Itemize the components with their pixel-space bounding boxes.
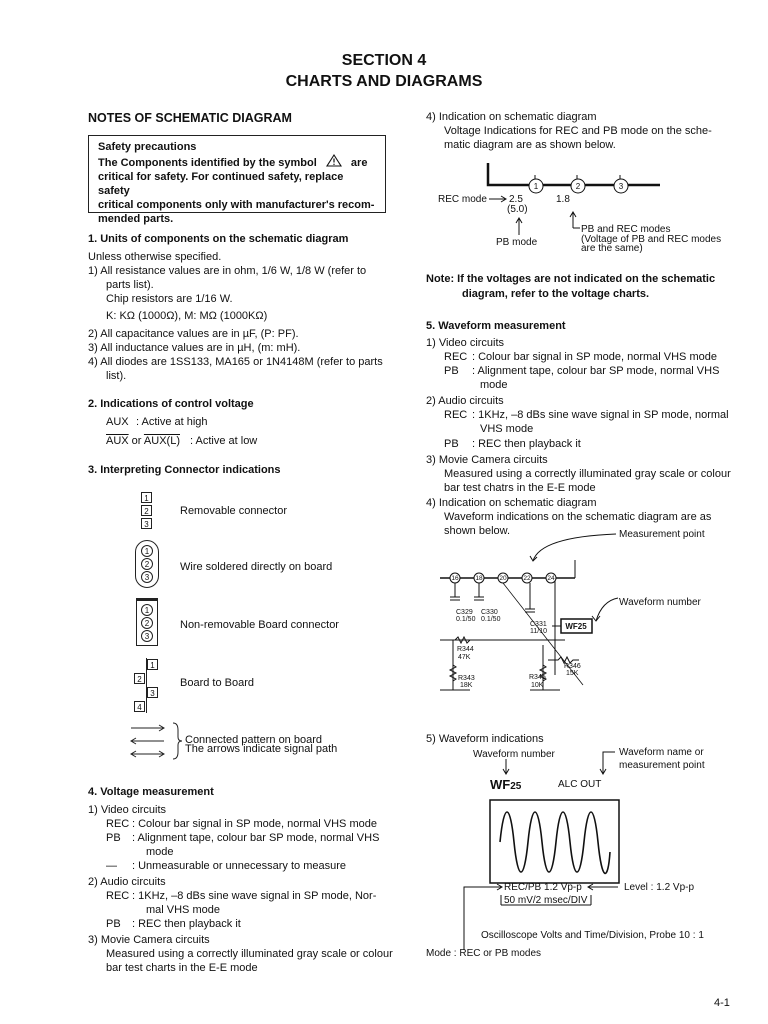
aux-label: AUX	[106, 416, 129, 428]
units-item2: 2) All capacitance values are in µF, (P: PF).	[88, 328, 299, 340]
wire-pin: 1	[141, 545, 153, 557]
indication-heading: 4) Indication on schematic diagram	[426, 111, 597, 123]
nonremovable-pin: 1	[141, 604, 153, 616]
pin-24: 24	[547, 575, 555, 582]
voltage-camera-a: Measured using a correctly illuminated gray scale or colour	[106, 948, 393, 960]
r344-label: R344	[457, 646, 474, 653]
wf-sub-label: 25	[510, 781, 522, 792]
value-5-0: (5.0)	[507, 204, 528, 215]
c331-label: C331	[530, 621, 547, 628]
safety-line1b: are	[350, 157, 368, 169]
note-line1: Note: If the voltages are not indicated on the schematic	[426, 273, 716, 285]
pin-22: 22	[523, 575, 531, 582]
units-item1d: K: KΩ (1000Ω), M: MΩ (1000KΩ)	[106, 310, 268, 322]
signal-arrows-icon	[128, 721, 188, 761]
r343-label: R343	[458, 675, 475, 682]
warning-triangle-icon	[326, 154, 342, 167]
level-label: Level : 1.2 Vp-p	[624, 882, 695, 893]
section-number: SECTION 4	[341, 52, 427, 69]
pbrec-line2: (Voltage of PB and REC modes	[581, 234, 722, 245]
voltage-rec2-label: REC	[106, 890, 130, 902]
aux-desc: : Active at high	[136, 416, 208, 428]
wave-video: 1) Video circuits	[426, 337, 505, 349]
r346-label: R346	[564, 663, 581, 670]
waveform-number-label: Waveform number	[619, 597, 701, 608]
rec-mode-label: REC mode	[438, 194, 487, 205]
wave-rec-desc: : Colour bar signal in SP mode, normal VHS mode	[472, 351, 717, 363]
voltage-dash-desc: : Unmeasurable or unnecessary to measure	[132, 860, 346, 872]
removable-label: Removable connector	[180, 505, 288, 517]
page-number: 4-1	[714, 997, 730, 1009]
voltage-rec2-desc-b: mal VHS mode	[146, 904, 220, 916]
wave-indication-b: shown below.	[444, 525, 511, 537]
wire-pin: 3	[141, 571, 153, 583]
osc-label: Oscilloscope Volts and Time/Division, Probe 10 : 1	[481, 930, 704, 941]
conn-pin: 1	[141, 492, 152, 503]
voltage-indication-diagram	[430, 155, 722, 255]
c329-value: 0.1/50	[456, 616, 476, 623]
sine-wave	[500, 812, 610, 873]
connector-heading: 3. Interpreting Connector indications	[88, 464, 281, 476]
b2b-pin: 3	[147, 687, 158, 698]
value-2-5: 2.5	[509, 194, 523, 205]
c330-label: C330	[481, 609, 498, 616]
section-title: CHARTS AND DIAGRAMS	[285, 73, 483, 90]
wave-rec2-desc-b: VHS mode	[480, 423, 534, 435]
units-item4a: 4) All diodes are 1SS133, MA165 or 1N4148M (refer to parts	[88, 356, 383, 368]
c331-value: 11/10	[530, 628, 547, 635]
voltage-dash-label: —	[106, 860, 117, 872]
voltage-rec2-desc-a: : 1KHz, –8 dBs sine wave signal in SP mode, Nor-	[132, 890, 377, 902]
wave-pb-label: PB	[444, 365, 459, 377]
alc-out-label: ALC OUT	[558, 779, 602, 790]
units-intro: Unless otherwise specified.	[88, 251, 222, 263]
units-heading: 1. Units of components on the schematic diagram	[88, 233, 349, 245]
mode-label: Mode : REC or PB modes	[426, 948, 542, 959]
safety-line3: critical components only with manufacturer's recom-	[98, 199, 375, 211]
timediv-label: 50 mV/2 msec/DIV	[504, 895, 588, 906]
voltage-audio: 2) Audio circuits	[88, 876, 166, 888]
wf-number-label: Waveform number	[473, 749, 555, 760]
recpb-label: REC/PB 1.2 Vp-p	[504, 882, 582, 893]
wf-name-label1: Waveform name or	[619, 747, 704, 758]
voltage-video: 1) Video circuits	[88, 804, 167, 816]
pin-20: 20	[499, 575, 507, 582]
units-item1a: 1) All resistance values are in ohm, 1/6 W, 1/8 W (refer to	[88, 265, 367, 277]
safety-line1a: The Components identified by the symbol	[98, 157, 317, 169]
wave-indication-a: Waveform indications on the schematic diagram are as	[444, 511, 712, 523]
voltage-camera-b: bar test charts in the E-E mode	[106, 962, 258, 974]
waveform-schematic	[430, 525, 730, 695]
pattern-label1: Connected pattern on board	[185, 734, 322, 746]
indication-circle-1: 1	[533, 182, 539, 191]
wave-audio: 2) Audio circuits	[426, 395, 504, 407]
pin-18: 18	[475, 575, 483, 582]
indications5-heading: 5) Waveform indications	[426, 733, 544, 745]
wave-pb-desc-b: mode	[480, 379, 508, 391]
wave-rec-label: REC	[444, 351, 468, 363]
aux-or: or	[128, 435, 144, 447]
indication-line1: Voltage Indications for REC and PB mode on the sche-	[444, 125, 712, 137]
wave-rec2-desc-a: : 1KHz, –8 dBs sine wave signal in SP mode, normal	[472, 409, 729, 421]
voltage-pb-label: PB	[106, 832, 121, 844]
wire-label: Wire soldered directly on board	[180, 561, 333, 573]
notes-heading: NOTES OF SCHEMATIC DIAGRAM	[88, 111, 292, 125]
wave-pb-desc-a: : Alignment tape, colour bar SP mode, normal VHS	[472, 365, 720, 377]
wave-camera: 3) Movie Camera circuits	[426, 454, 548, 466]
wave-camera-a: Measured using a correctly illuminated gray scale or colour	[444, 468, 731, 480]
b2b-label: Board to Board	[180, 677, 254, 689]
wire-pin: 2	[141, 558, 153, 570]
auxl-label	[106, 434, 180, 448]
voltage-pb2-desc: : REC then playback it	[132, 918, 241, 930]
b2b-pin: 2	[134, 673, 145, 684]
nonremovable-pin: 3	[141, 630, 153, 642]
voltage-pb-desc-a: : Alignment tape, colour bar SP mode, normal VHS	[132, 832, 380, 844]
c330-value: 0.1/50	[481, 616, 501, 623]
wave-indication: 4) Indication on schematic diagram	[426, 497, 597, 509]
conn-pin: 3	[141, 518, 152, 529]
pin-16: 16	[451, 575, 459, 582]
note-line2: diagram, refer to the voltage charts.	[462, 288, 650, 300]
b2b-pin: 4	[134, 701, 145, 712]
voltage-camera: 3) Movie Camera circuits	[88, 934, 210, 946]
pattern-label2: The arrows indicate signal path	[185, 743, 338, 755]
safety-box	[88, 135, 386, 225]
safety-title: Safety precautions	[98, 141, 197, 153]
b2b-pin: 1	[147, 659, 158, 670]
wave-pb2-desc: : REC then playback it	[472, 438, 581, 450]
units-item3: 3) All inductance values are in µH, (m: mH).	[88, 342, 301, 354]
safety-line4: mended parts.	[98, 213, 174, 225]
voltage-heading: 4. Voltage measurement	[88, 786, 214, 798]
b2b-divider	[146, 658, 147, 713]
control-heading: 2. Indications of control voltage	[88, 398, 254, 410]
voltage-rec-label: REC	[106, 818, 130, 830]
r344-value: 47K	[458, 654, 471, 661]
svg-text:WF25	[490, 777, 522, 792]
voltage-pb-desc-b: mode	[146, 846, 174, 858]
wf-name-label2: measurement point	[619, 760, 705, 771]
wave-pb2-label: PB	[444, 438, 459, 450]
r345-label: R345	[529, 674, 546, 681]
r343-value: 18K	[460, 682, 473, 689]
r346-value: 15K	[566, 670, 579, 677]
conn-pin: 2	[141, 505, 152, 516]
r345-value: 10K	[531, 682, 544, 689]
nonremovable-pin: 2	[141, 617, 153, 629]
auxl-bar-label: AUX(L)	[143, 435, 180, 447]
units-item1b: parts list).	[106, 279, 154, 291]
units-item4b: list).	[106, 370, 127, 382]
waveform-heading: 5. Waveform measurement	[426, 320, 566, 332]
wf25-box-label: WF25	[565, 622, 587, 631]
indication-line2: matic diagram are as shown below.	[444, 139, 616, 151]
indication-circle-3: 3	[618, 182, 624, 191]
voltage-pb2-label: PB	[106, 918, 121, 930]
voltage-rec-desc: : Colour bar signal in SP mode, normal VHS mode	[132, 818, 377, 830]
safety-line2: critical for safety. For continued safety, replace safety	[98, 171, 344, 197]
pb-mode-label: PB mode	[496, 237, 538, 248]
auxl-desc: : Active at low	[190, 435, 258, 447]
pbrec-line3: are the same)	[581, 243, 643, 254]
aux-bar-label: $\overline{AUX}$	[106, 435, 129, 447]
c329-label: C329	[456, 609, 473, 616]
units-item1c: Chip resistors are 1/16 W.	[106, 293, 233, 305]
waveform-indication-diagram	[420, 742, 720, 967]
wave-camera-b: bar test chatrs in the E-E mode	[444, 482, 596, 494]
wave-rec2-label: REC	[444, 409, 468, 421]
wf-main-label: WF	[490, 777, 511, 792]
pbrec-line1: PB and REC modes	[581, 224, 671, 235]
measurement-point-label: Measurement point	[619, 529, 705, 540]
nonremovable-label: Non-removable Board connector	[180, 619, 339, 631]
value-1-8: 1.8	[556, 194, 570, 205]
indication-circle-2: 2	[575, 182, 581, 191]
